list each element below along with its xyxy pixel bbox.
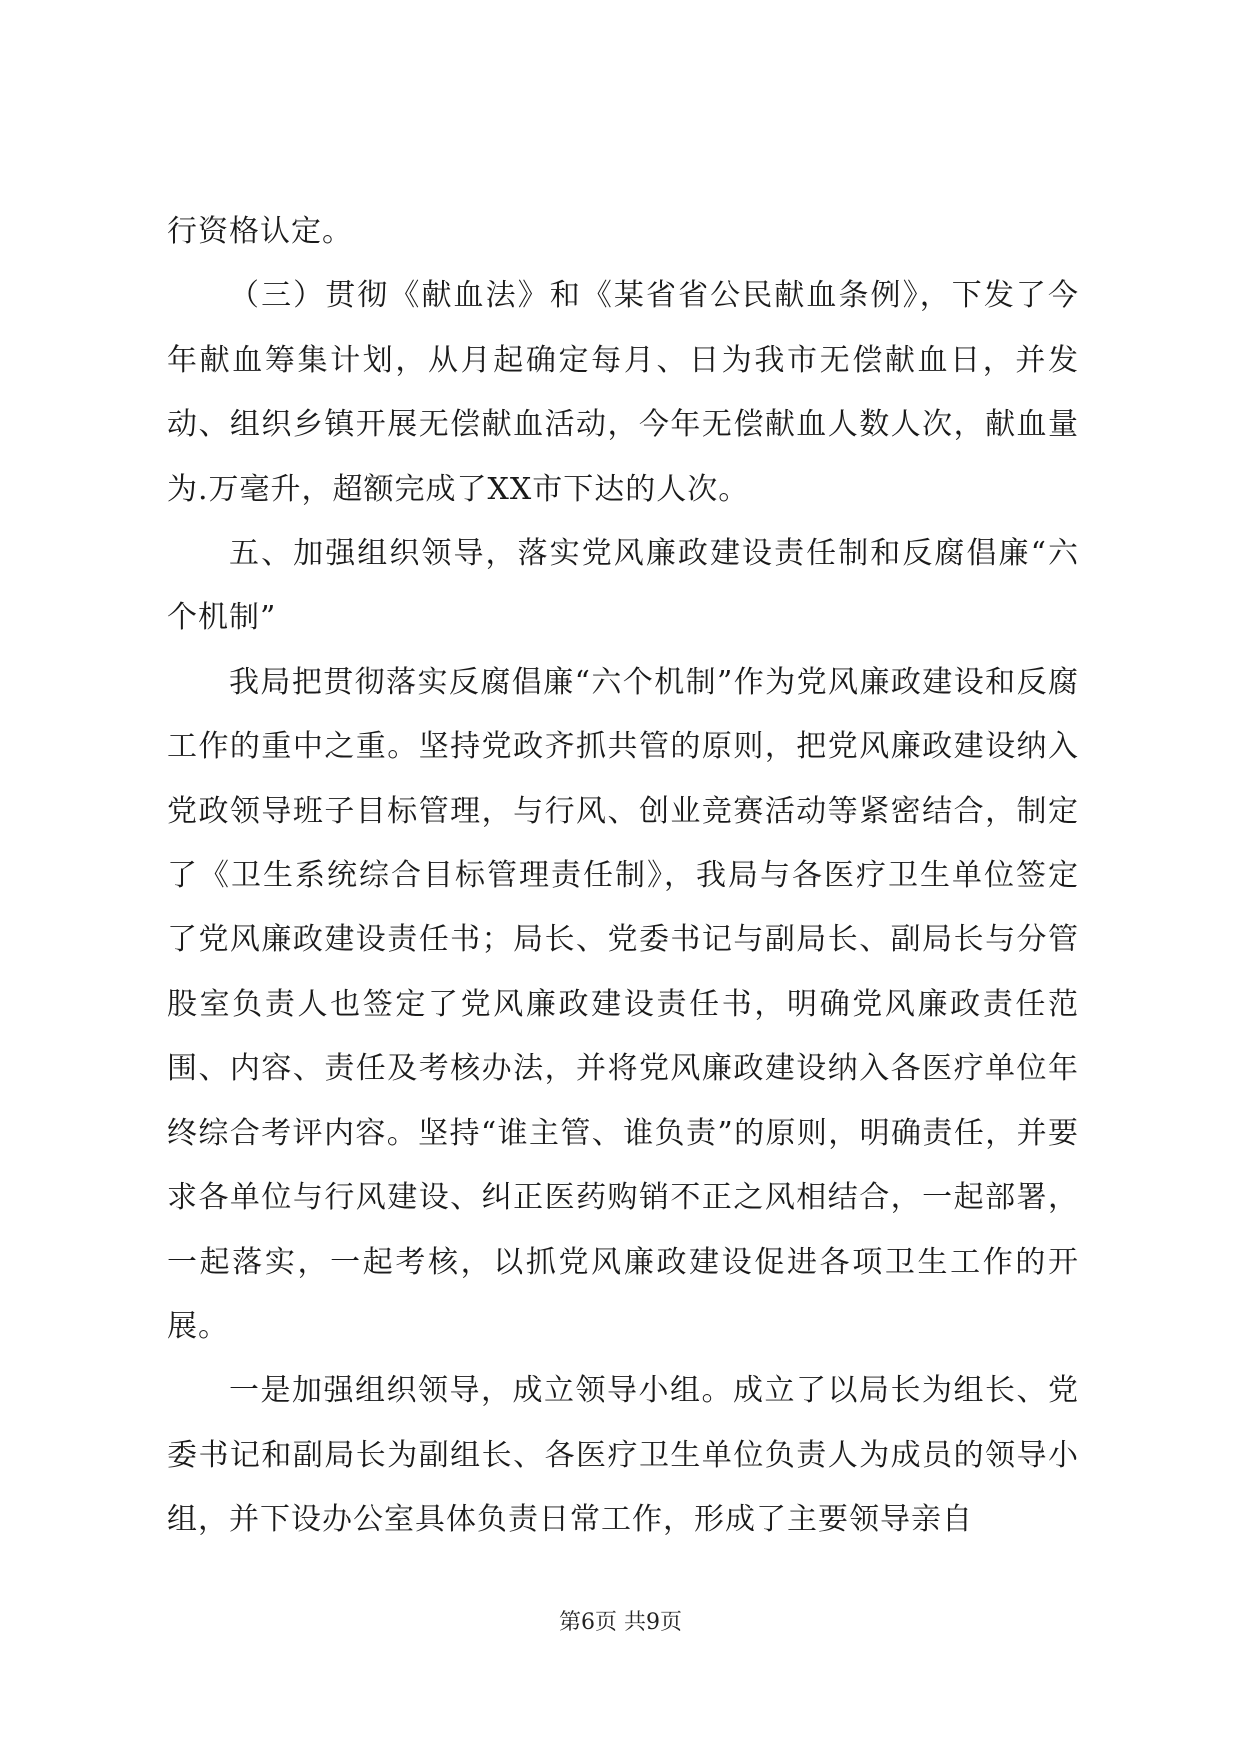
document-body xyxy=(167,200,1079,1553)
paragraph-six-mechanisms: 我局把贯彻落实反腐倡廉“六个机制”作为党风廉政建设和反腐工作的重中之重。坚持党政齐抓共管的原则，把党风廉政建设纳入党政领导班子目标管理，与行风、创业竞赛活动等紧密结合，制定了《卫生系统综合目标管理责任制》，我局与各医疗卫生单位签定了党风廉政建设责任书；局长、党委书记与副局长、副局长与分管股室负责人也签定了党风廉政建设责任书，明确党风廉政责任范围、内容、责任及考核办法，并将党风廉政建设纳入各医疗单位年终综合考评内容。坚持“谁主管、谁负责”的原则，明确责任，并要求各单位与行风建设、纠正医药购销不正之风相结合，一起部署，一起落实，一起考核，以抓党风廉政建设促进各项卫生工作的开展。 xyxy=(167,664,1079,1344)
paragraph-continuation: 行资格认定。 xyxy=(167,214,353,249)
paragraph-leadership-group: 一是加强组织领导，成立领导小组。成立了以局长为组长、党委书记和副局长为副组长、各医疗卫生单位负责人为成员的领导小组，并下设办公室具体负责日常工作，形成了主要领导亲自 xyxy=(167,1373,1079,1538)
page-number-footer: 第6页 共9页 xyxy=(559,1610,682,1635)
paragraph-blood-donation: （三）贯彻《献血法》和《某省省公民献血条例》，下发了今年献血筹集计划，从月起确定每月、日为我市无偿献血日，并发动、组织乡镇开展无偿献血活动，今年无偿献血人数人次，献血量为.万毫升，超额完成了XX市下达的人次。 xyxy=(167,278,1079,507)
section-heading-five: 五、加强组织领导，落实党风廉政建设责任制和反腐倡廉“六个机制” xyxy=(167,536,1079,636)
